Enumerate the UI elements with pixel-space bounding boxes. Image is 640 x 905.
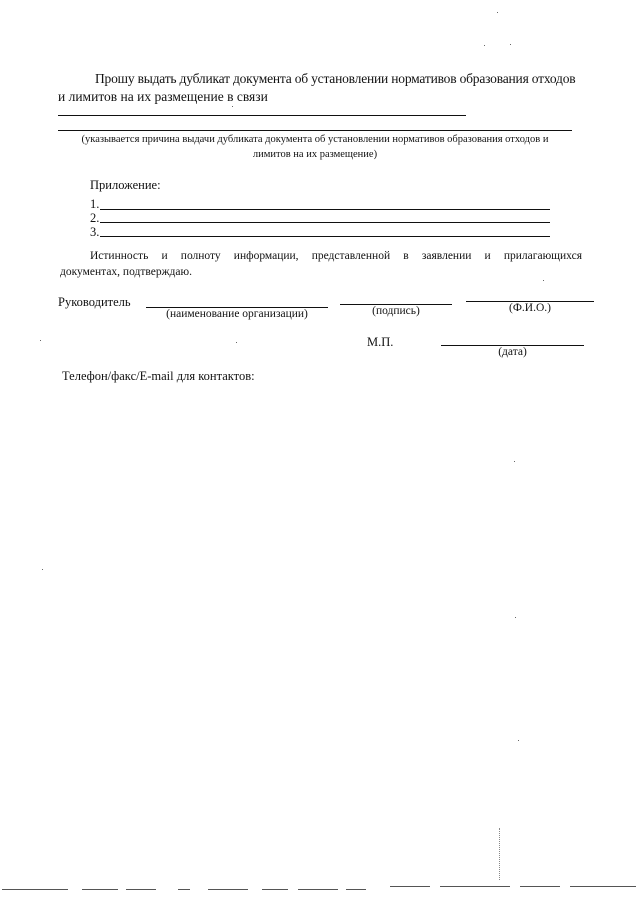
scan-bottom-edge xyxy=(570,886,636,887)
full-name-caption: (Ф.И.О.) xyxy=(509,302,551,314)
scan-edge-mark xyxy=(499,828,500,880)
attachment-item-1-line[interactable] xyxy=(100,209,550,210)
confirmation-line-1: Истинность и полноту информации, представленной в заявлении и прилагающихся xyxy=(90,250,582,262)
scan-bottom-edge xyxy=(208,889,248,890)
scan-speck xyxy=(543,280,544,281)
attachment-item-3-line[interactable] xyxy=(100,236,550,237)
scan-bottom-edge xyxy=(298,889,338,890)
attachment-item-2-number: 2. xyxy=(90,211,100,225)
scan-bottom-edge xyxy=(82,889,118,890)
request-line-1: Прошу выдать дубликат документа об установлении нормативов образования отходов xyxy=(95,71,576,86)
request-line-2: и лимитов на их размещение в связи xyxy=(58,89,268,104)
scan-bottom-edge xyxy=(126,889,156,890)
scan-bottom-edge xyxy=(346,889,366,890)
reason-caption-line-1: (указывается причина выдачи дубликата документа об установлении нормативов образования отходов и xyxy=(81,134,549,145)
contacts-label: Телефон/факс/E-mail для контактов: xyxy=(62,369,255,383)
reason-caption-line-2: лимитов на их размещение) xyxy=(252,149,378,160)
scan-speck xyxy=(515,617,516,618)
date-caption: (дата) xyxy=(498,346,527,358)
scan-speck xyxy=(236,342,237,343)
signature-caption: (подпись) xyxy=(372,305,420,317)
attachment-item-2-line[interactable] xyxy=(100,222,550,223)
reason-line-1[interactable] xyxy=(58,115,466,116)
scan-speck xyxy=(510,44,511,45)
attachments-label: Приложение: xyxy=(90,178,161,192)
confirmation-line-2: документах, подтверждаю. xyxy=(60,266,192,278)
scan-speck xyxy=(514,461,515,462)
attachment-item-3-number: 3. xyxy=(90,225,100,239)
scan-speck xyxy=(497,12,498,13)
attachment-item-1-number: 1. xyxy=(90,197,100,211)
reason-line-2[interactable] xyxy=(58,130,572,131)
scan-bottom-edge xyxy=(440,886,510,887)
scan-bottom-edge xyxy=(178,889,190,890)
scan-speck xyxy=(232,106,233,107)
stamp-label: М.П. xyxy=(367,335,394,349)
scan-bottom-edge xyxy=(390,886,430,887)
scan-bottom-edge xyxy=(520,886,560,887)
scan-speck xyxy=(518,740,519,741)
organization-caption: (наименование организации) xyxy=(166,308,308,320)
manager-label: Руководитель xyxy=(58,295,131,309)
scan-speck xyxy=(42,569,43,570)
scan-speck xyxy=(484,45,485,46)
scan-speck xyxy=(40,340,41,341)
scan-bottom-edge xyxy=(262,889,288,890)
scan-bottom-edge xyxy=(2,889,68,890)
